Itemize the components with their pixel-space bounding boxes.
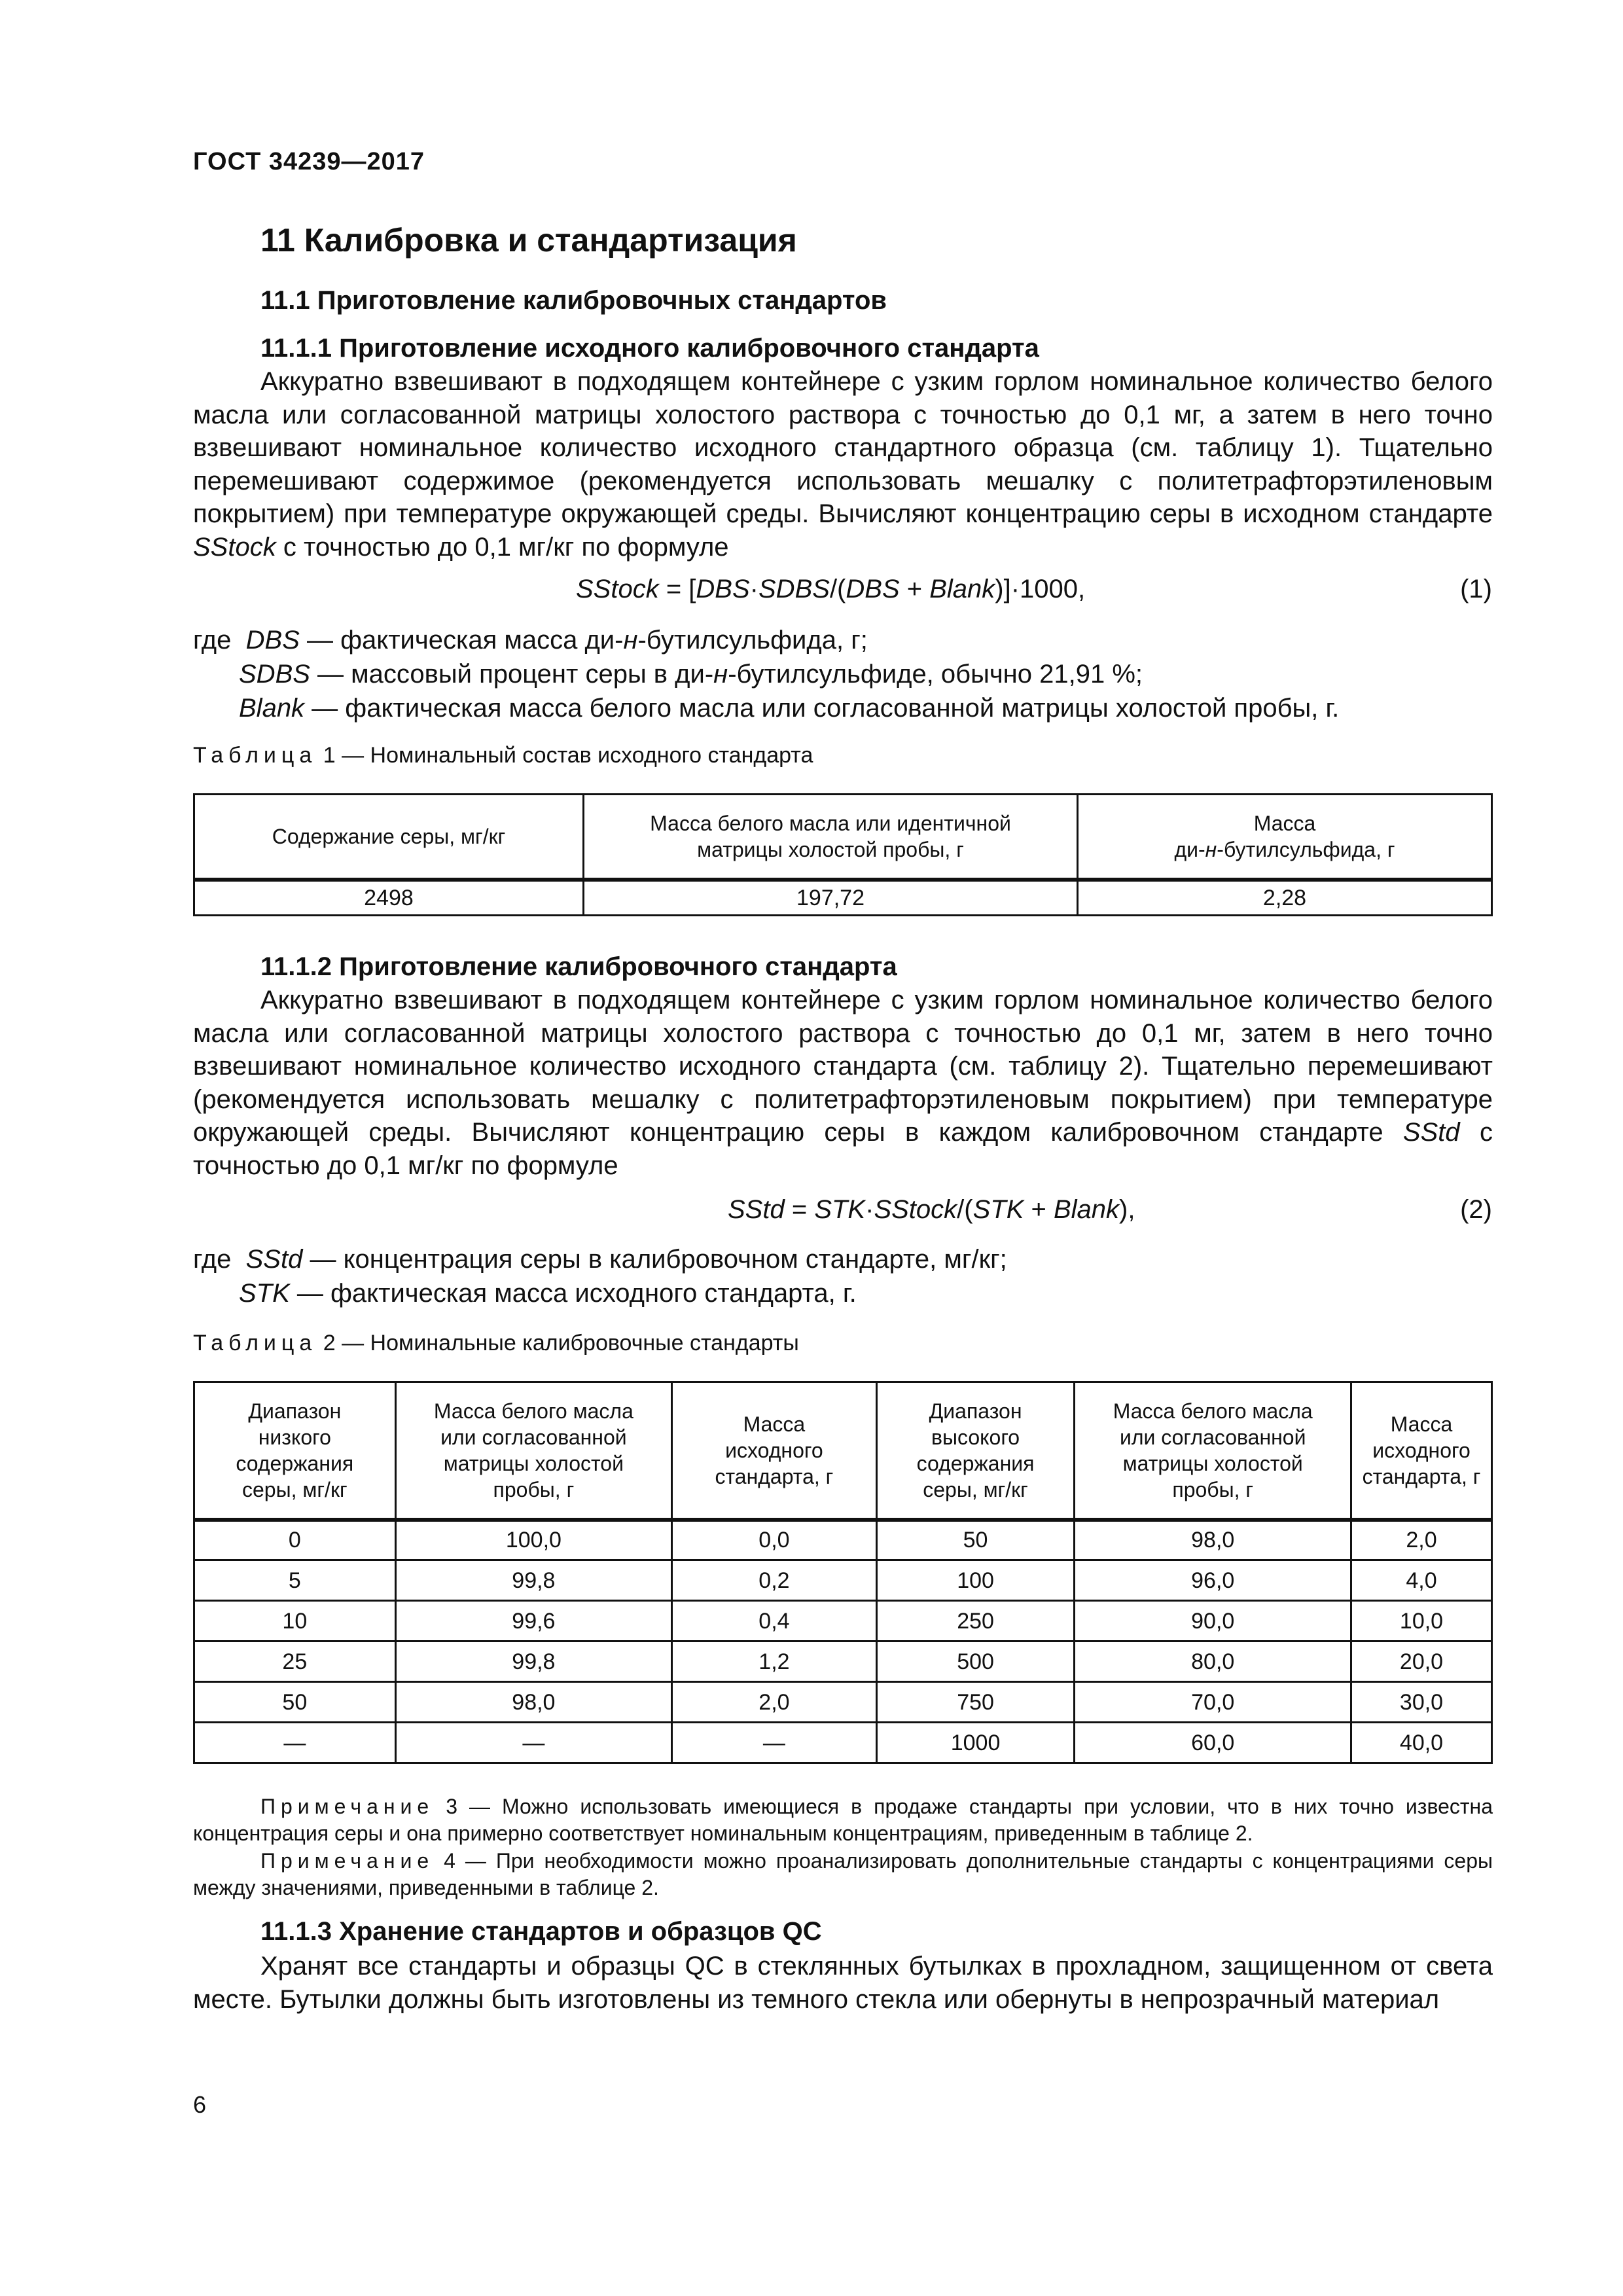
table-row [194,1520,1492,1560]
table-cell: 500 [876,1641,1075,1682]
table-cell: — [395,1723,672,1763]
section-title: 11 Калибровка и стандартизация [260,222,797,259]
note-3: Примечание 3 — Можно использовать имеющиеся в продаже стандарты при условии, что в них точно известна концентрация серы и она примерно соответствует номинальным концентрациям, приведенным в таблице 2. [193,1795,1493,1845]
table-cell: 10,0 [1351,1601,1492,1641]
table-cell: 70,0 [1075,1682,1351,1723]
clause-title-11-1-1: 11.1.1 Приготовление исходного калибровочного стандарта [260,334,1039,363]
table-cell: 1000 [876,1723,1075,1763]
clause-paragraph-11-1-1: Аккуратно взвешивают в подходящем контейнере с узким горлом номинальное количество белого масла или согласованной матрицы холостого раствора с точностью до 0,1 мг, а затем в него точно взвешивают номинальное количество исходного стандартного образца (см. таблицу 1). Тщательно перемешивают содержимое (рекомендуется использовать мешалку с политетрафторэтиленовым покрытием) при температуре окружающей среды. Вычисляют концентрацию серы в исходном стандарте SStock с точностью до 0,1 мг/кг по формуле [193,367,1493,562]
table-cell: 99,6 [395,1601,672,1641]
table-cell: 2,28 [1078,880,1492,916]
table-2 [193,1381,1493,1764]
page-number: 6 [193,2091,207,2118]
table-cell: 2,0 [1351,1520,1492,1560]
table-2-header: Диапазон высокого содержания серы, мг/кг [876,1382,1075,1520]
table-cell: 50 [194,1682,396,1723]
subsection-title: 11.1 Приготовление калибровочных стандартов [260,286,887,315]
table-cell: 80,0 [1075,1641,1351,1682]
table-cell: 0,2 [672,1560,877,1601]
legend-row: Blank — фактическая масса белого масла или согласованной матрицы холостой пробы, г. [239,694,1340,723]
table-cell: 2,0 [672,1682,877,1723]
table-row [194,1601,1492,1641]
table-row [194,880,1492,916]
table-2-header: Масса исходного стандарта, г [672,1382,877,1520]
formula-2-number: (2) [1460,1195,1492,1224]
formula-1-legend [193,623,1493,725]
table-1-header: Масса белого масла или идентичной матрицы холостой пробы, г [584,795,1078,880]
table-cell: 4,0 [1351,1560,1492,1601]
table-1 [193,793,1493,916]
table-2-header: Масса белого масла или согласованной матрицы холостой пробы, г [395,1382,672,1520]
clause-title-11-1-3: 11.1.3 Хранение стандартов и образцов QC [260,1917,822,1946]
table-1-caption: Таблица 1 — Номинальный состав исходного стандарта [193,743,813,768]
table-cell: 99,8 [395,1641,672,1682]
clause-paragraph-11-1-3: Хранят все стандарты и образцы QC в стеклянных бутылках в прохладном, защищенном от света месте. Бутылки должны быть изготовлены из темного стекла или обернуты в непрозрачный материал [193,1952,1493,2014]
table-cell: 250 [876,1601,1075,1641]
table-cell: 5 [194,1560,396,1601]
table-1-header: Масса ди-н-бутилсульфида, г [1078,795,1492,880]
table-cell: 1,2 [672,1641,877,1682]
formula-1: SStock = [DBS·SDBS/(DBS + Blank)]·1000, [576,575,1086,603]
table-2-header: Масса белого масла или согласованной матрицы холостой пробы, г [1075,1382,1351,1520]
table-cell: 60,0 [1075,1723,1351,1763]
table-cell: 10 [194,1601,396,1641]
table-1-header: Содержание серы, мг/кг [194,795,584,880]
table-cell: — [672,1723,877,1763]
formula-1-number: (1) [1460,575,1492,603]
document-header: ГОСТ 34239—2017 [193,148,425,175]
table-cell: 20,0 [1351,1641,1492,1682]
table-row [194,1641,1492,1682]
legend-row: STK — фактическая масса исходного стандарта, г. [239,1279,857,1308]
legend-row: SDBS — массовый процент серы в ди-н-бутилсульфиде, обычно 21,91 %; [239,660,1143,689]
table-cell: — [194,1723,396,1763]
table-cell: 99,8 [395,1560,672,1601]
table-cell: 30,0 [1351,1682,1492,1723]
legend-row: где SStd — концентрация серы в калибровочном стандарте, мг/кг; [193,1245,1007,1274]
table-cell: 750 [876,1682,1075,1723]
table-row [194,1682,1492,1723]
table-row [194,1723,1492,1763]
table-cell: 50 [876,1520,1075,1560]
table-cell: 40,0 [1351,1723,1492,1763]
table-cell: 90,0 [1075,1601,1351,1641]
table-cell: 100 [876,1560,1075,1601]
table-cell: 0 [194,1520,396,1560]
table-cell: 98,0 [1075,1520,1351,1560]
table-cell: 0,0 [672,1520,877,1560]
formula-2-legend [193,1242,1493,1310]
clause-title-11-1-2: 11.1.2 Приготовление калибровочного стандарта [260,952,897,981]
table-cell: 25 [194,1641,396,1682]
table-cell: 96,0 [1075,1560,1351,1601]
clause-paragraph-11-1-2: Аккуратно взвешивают в подходящем контейнере с узким горлом номинальное количество белого масла или согласованной матрицы холостого раствора с точностью до 0,1 мг, затем в него точно взвешивают номинальное количество исходного стандарта (см. таблицу 2). Тщательно перемешивают (рекомендуется использовать мешалку с политетрафторэтиленовым покрытием) при температуре окружающей среды. Вычисляют концентрацию серы в каждом калибровочном стандарте SStd с точностью до 0,1 мг/кг по формуле [193,986,1493,1180]
table-2-header: Диапазон низкого содержания серы, мг/кг [194,1382,396,1520]
table-row [194,1560,1492,1601]
note-4: Примечание 4 — При необходимости можно проанализировать дополнительные стандарты с концентрациями серы между значениями, приведенными в таблице 2. [193,1849,1493,1899]
legend-row: где DBS — фактическая масса ди-н-бутилсульфида, г; [193,626,868,655]
table-2-header: Масса исходного стандарта, г [1351,1382,1492,1520]
table-cell: 197,72 [584,880,1078,916]
table-cell: 100,0 [395,1520,672,1560]
table-cell: 2498 [194,880,584,916]
formula-2: SStd = STK·SStock/(STK + Blank), [728,1195,1135,1224]
table-2-caption: Таблица 2 — Номинальные калибровочные стандарты [193,1331,799,1355]
table-cell: 0,4 [672,1601,877,1641]
table-cell: 98,0 [395,1682,672,1723]
